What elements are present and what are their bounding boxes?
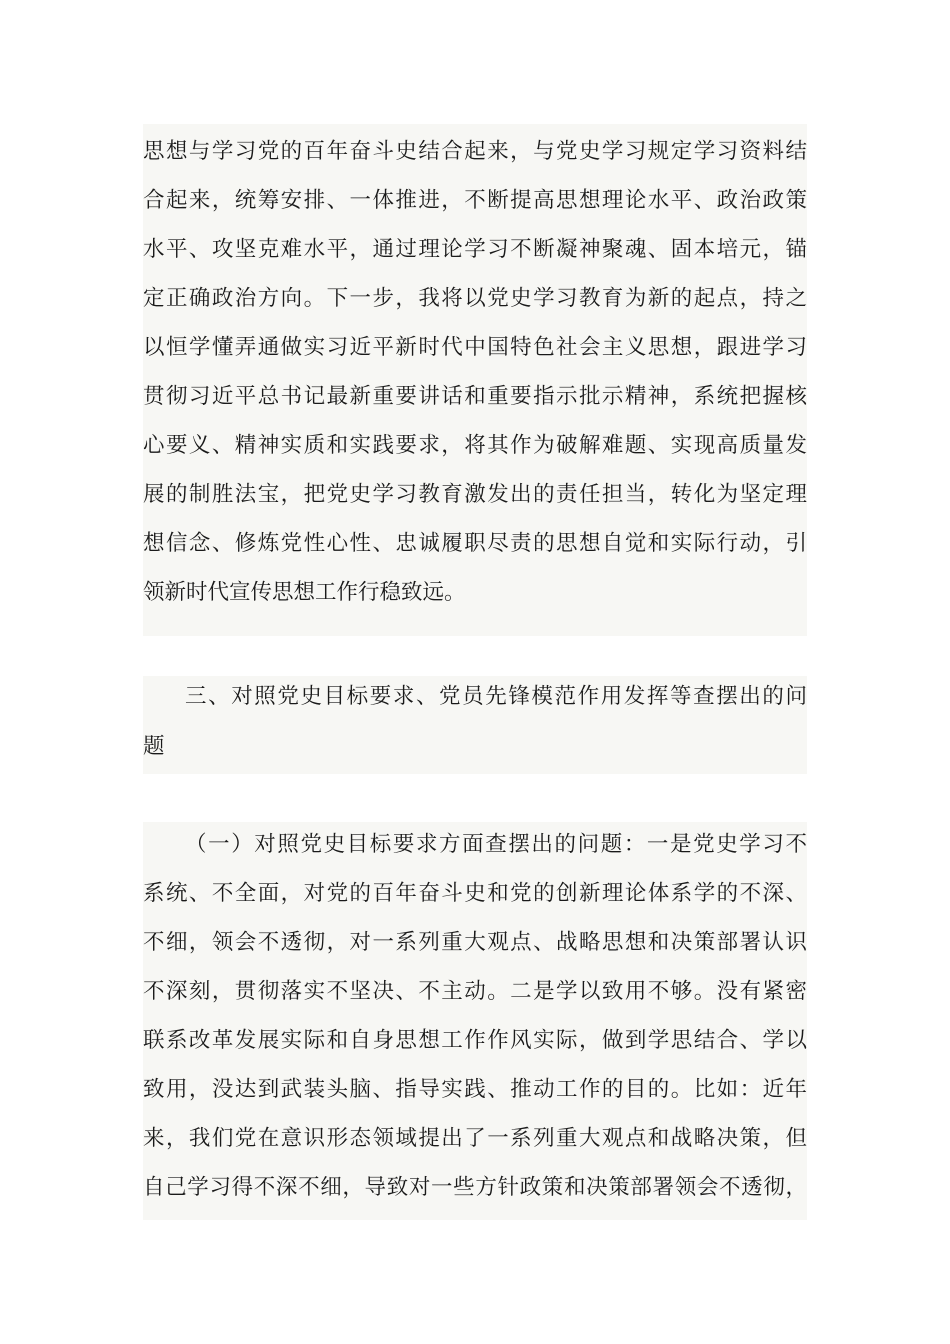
section-heading: 三、对照党史目标要求、党员先锋模范作用发挥等查摆出的问: [185, 684, 807, 709]
paragraph-line: 来，我们党在意识形态领域提出了一系列重大观点和战略决策，但: [143, 1126, 807, 1151]
paragraph-line: 联系改革发展实际和自身思想工作作风实际，做到学思结合、学以: [143, 1028, 807, 1053]
paragraph-line: 领新时代宣传思想工作行稳致远。: [143, 580, 466, 605]
paragraph-line: （一）对照党史目标要求方面查摆出的问题：一是党史学习不: [185, 832, 807, 857]
section-heading: 题: [143, 734, 165, 759]
paragraph-line: 思想与学习党的百年奋斗史结合起来，与党史学习规定学习资料结: [143, 139, 807, 164]
paragraph-line: 以恒学懂弄通做实习近平新时代中国特色社会主义思想，跟进学习: [143, 335, 807, 360]
paragraph-line: 心要义、精神实质和实践要求，将其作为破解难题、实现高质量发: [143, 433, 807, 458]
paragraph-line: 致用，没达到武装头脑、指导实践、推动工作的目的。比如：近年: [143, 1077, 807, 1102]
paragraph-line: 展的制胜法宝，把党史学习教育激发出的责任担当，转化为坚定理: [143, 482, 807, 507]
paragraph-line: 系统、不全面，对党的百年奋斗史和党的创新理论体系学的不深、: [143, 881, 807, 906]
paragraph-line: 合起来，统筹安排、一体推进，不断提高思想理论水平、政治政策: [143, 188, 807, 213]
paragraph-line: 贯彻习近平总书记最新重要讲话和重要指示批示精神，系统把握核: [143, 384, 807, 409]
paragraph-line: 想信念、修炼党性心性、忠诚履职尽责的思想自觉和实际行动，引: [143, 531, 807, 556]
paragraph-line: 水平、攻坚克难水平，通过理论学习不断凝神聚魂、固本培元，锚: [143, 237, 807, 262]
paragraph-line: 不细，领会不透彻，对一系列重大观点、战略思想和决策部署认识: [143, 930, 807, 955]
paragraph-line: 不深刻，贯彻落实不坚决、不主动。二是学以致用不够。没有紧密: [143, 979, 807, 1004]
paragraph-line: 定正确政治方向。下一步，我将以党史学习教育为新的起点，持之: [143, 286, 807, 311]
paragraph-line: 自己学习得不深不细，导致对一些方针政策和决策部署领会不透彻，: [143, 1175, 807, 1200]
